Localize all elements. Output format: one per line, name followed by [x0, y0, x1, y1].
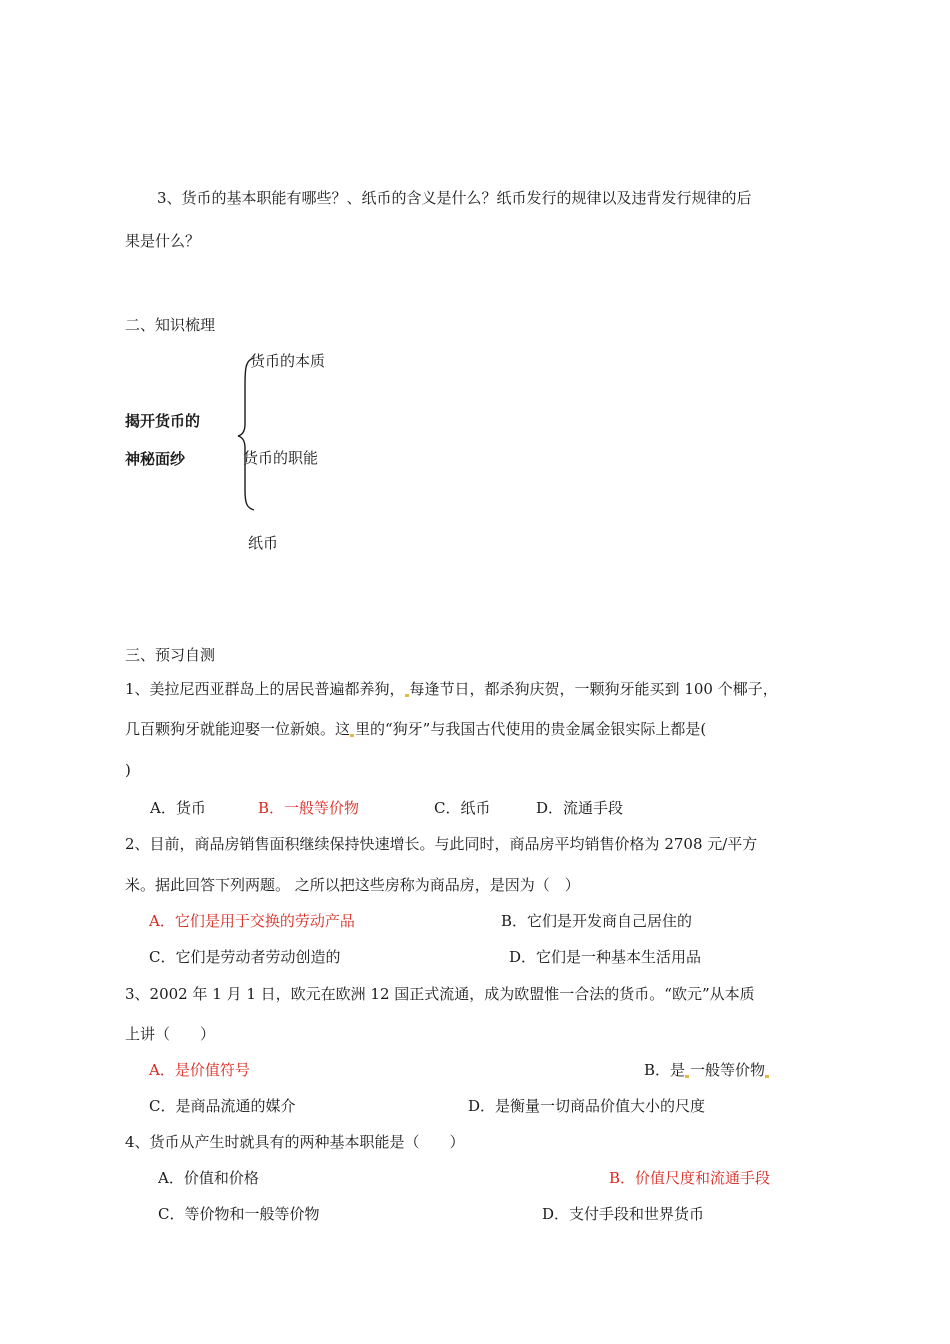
q3-option-b-part-b: 一般等价物: [690, 1061, 766, 1079]
q1-line-2: [125, 722, 706, 737]
q1-option-a: A．货币: [150, 799, 206, 817]
q1-line-1-part-b: 每逢节日，都杀狗庆贺，一颗狗牙能买到 100 个椰子，: [409, 680, 778, 698]
q1-line-1-part-a: 1、美拉尼西亚群岛上的居民普遍都养狗，: [125, 680, 405, 698]
q2-option-c: C．它们是劳动者劳动创造的: [149, 948, 341, 966]
q1-line-1: [125, 682, 778, 697]
highlight-mark-icon: [765, 1075, 769, 1078]
q3-option-b-part-a: B．是: [644, 1061, 686, 1079]
section-2-heading: 二、知识梳理: [125, 316, 216, 334]
q2-option-a: A．它们是用于交换的劳动产品: [149, 912, 355, 930]
q4-option-a: A．价值和价格: [158, 1169, 259, 1187]
q4-line-1: 4、货币从产生时就具有的两种基本职能是（ ）: [125, 1133, 465, 1151]
q4-option-c: C．等价物和一般等价物: [158, 1205, 320, 1223]
q3-option-a: A．是价值符号: [149, 1061, 250, 1079]
topic-title-line-2: 神秘面纱: [125, 450, 186, 468]
q1-option-c: C．纸币: [434, 799, 491, 817]
q4-option-d: D．支付手段和世界货币: [542, 1205, 705, 1223]
q3-option-c: C．是商品流通的媒介: [149, 1097, 296, 1115]
highlight-mark-icon: [350, 734, 354, 737]
intro-question-3-line-2: 果是什么？: [125, 232, 201, 250]
q3-line-2: 上讲（ ）: [125, 1025, 216, 1043]
q1-line-3: ): [125, 761, 131, 779]
q3-option-b: [644, 1063, 770, 1078]
branch-paper-money: 纸币: [248, 534, 279, 552]
q2-line-2: 米。据此回答下列两题。 之所以把这些房称为商品房，是因为（ ）: [125, 876, 580, 894]
brace-icon: [236, 356, 256, 512]
q1-option-d: D．流通手段: [536, 799, 624, 817]
q2-line-1: 2、目前，商品房销售面积继续保持快速增长。与此同时，商品房平均销售价格为 2708 元/平方: [125, 835, 758, 853]
q1-line-2-part-a: 几百颗狗牙就能迎娶一位新娘。这: [125, 720, 351, 738]
branch-functions-of-money: 货币的职能: [243, 449, 319, 467]
q1-option-b: B．一般等价物: [258, 799, 360, 817]
q4-option-b: B．价值尺度和流通手段: [609, 1169, 771, 1187]
q2-option-b: B．它们是开发商自己居住的: [501, 912, 693, 930]
branch-nature-of-money: 货币的本质: [250, 352, 326, 370]
highlight-mark-icon: [405, 694, 409, 697]
q3-option-d: D．是衡量一切商品价值大小的尺度: [468, 1097, 706, 1115]
section-3-heading: 三、预习自测: [125, 646, 216, 664]
intro-question-3-line-1: 3、货币的基本职能有哪些？、纸币的含义是什么？纸币发行的规律以及违背发行规律的后: [157, 189, 752, 207]
highlight-mark-icon: [685, 1075, 689, 1078]
q2-option-d: D．它们是一种基本生活用品: [509, 948, 702, 966]
topic-title-line-1: 揭开货币的: [125, 412, 201, 430]
q1-line-2-part-b: 里的“狗牙”与我国古代使用的贵金属金银实际上都是(: [355, 720, 707, 738]
q3-line-1: 3、2002 年 1 月 1 日，欧元在欧洲 12 国正式流通，成为欧盟惟一合法的货币。“欧元”从本质: [125, 985, 755, 1003]
